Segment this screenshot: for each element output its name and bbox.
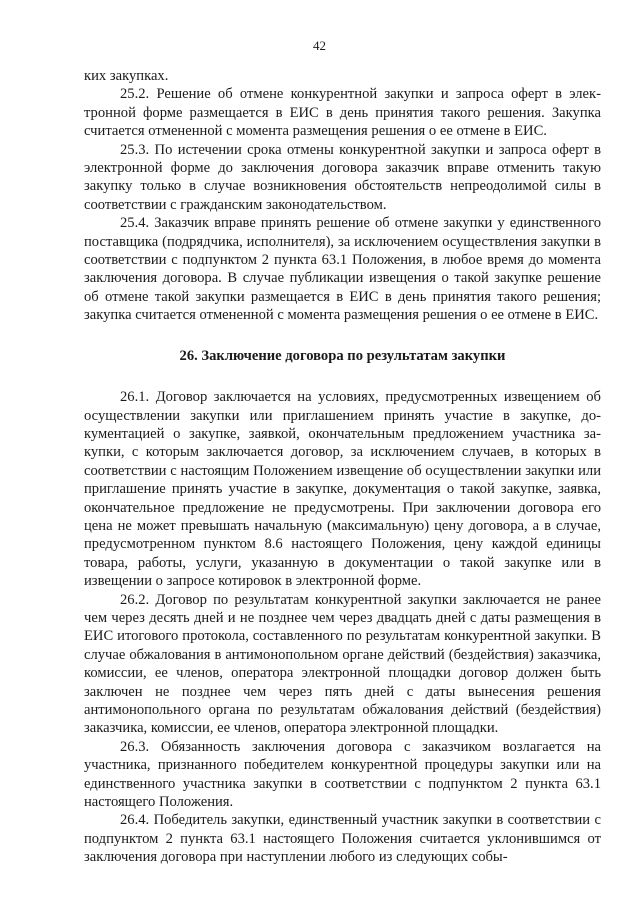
paragraph-26-4: 26.4. Победитель закупки, единственный участник закупки в соответствии с подпунктом 2 пункта 63.1 настоящего Положения считается уклонившимся от заключения договора при наступлении любого из следующих собы-: [84, 812, 601, 866]
paragraph-continuation: ких закупках.: [84, 68, 169, 84]
paragraph-25-2: 25.2. Решение об отмене конкурентной закупки и запроса оферт в электронной форме размещается в ЕИС в день принятия такого решения. Закупка считается отмененной с момента размещения решения о ее отмене в ЕИС.: [84, 86, 601, 140]
section-heading-26: 26. Заключение договора по результатам закупки: [179, 347, 506, 364]
paragraph-25-3: 25.3. По истечении срока отмены конкурентной закупки и запроса оферт в электронной форме до заключения договора заказчик вправе отменить такую закупку только в случае возникновения обстоятельств непреодолимой силы в соответствии с гражданским законодательством.: [84, 141, 601, 213]
paragraph-26-1: 26.1. Договор заключается на условиях, предусмотренных извещением об осуществлении закупки или приглашением принять участие в закупке, документацией о закупке, заявкой, окончательным предложением участника закупки, с которым заключается договор, за исключением случаев, в которых в соответствии с настоящим Положением извещение об осуществлении закупки или приглашение принять участие в закупке, документация о такой закупке, заявка, окончательное предложение не предусмотрены. При заключении договора его цена не может превышать начальную (максимальную) цену договора, а в случае, предусмотренном пунктом 8.6 настоящего Положения, цену каждой единицы товара, работы, услуги, указанную в документации о такой закупке или в извещении о запросе котировок в электронной форме.: [84, 389, 601, 590]
paragraph-26-3: 26.3. Обязанность заключения договора с заказчиком возлагается на участника, признанного победителем конкурентной процедуры закупки или на единственного участника закупки в соответствии с подпунктом 2 пункта 63.1 настоящего Положения.: [84, 738, 601, 811]
paragraph-25-4: 25.4. Заказчик вправе принять решение об отмене закупки у единственного поставщика (подрядчика, исполнителя), за исключением осуществления закупки в соответствии с подпунктом 2 пункта 63.1 Положения, в любое время до момента заключения договора. В случае публикации извещения о такой закупке решение об отмене такой закупки размещается в ЕИС в день принятия такого решения; закупка считается отмененной с момента размещения решения о ее отмене в ЕИС.: [84, 215, 601, 324]
document-body: [84, 67, 601, 867]
page-number: 42: [313, 38, 326, 53]
paragraph-26-2: 26.2. Договор по результатам конкурентной закупки заключается не ранее чем через десять дней и не позднее чем через двадцать дней с даты размещения в ЕИС итогового протокола, составленного по результатам конкурентной закупки. В случае обжалования в антимонопольном органе действий (бездействия) заказчика, комиссии, ее членов, оператора электронной площадки договор должен быть заключен не позднее чем через пять дней с даты вынесения решения антимонопольного органа по результатам обжалования действий (бездействия) заказчика, комиссии, ее членов, оператора электронной площадки.: [84, 591, 601, 737]
